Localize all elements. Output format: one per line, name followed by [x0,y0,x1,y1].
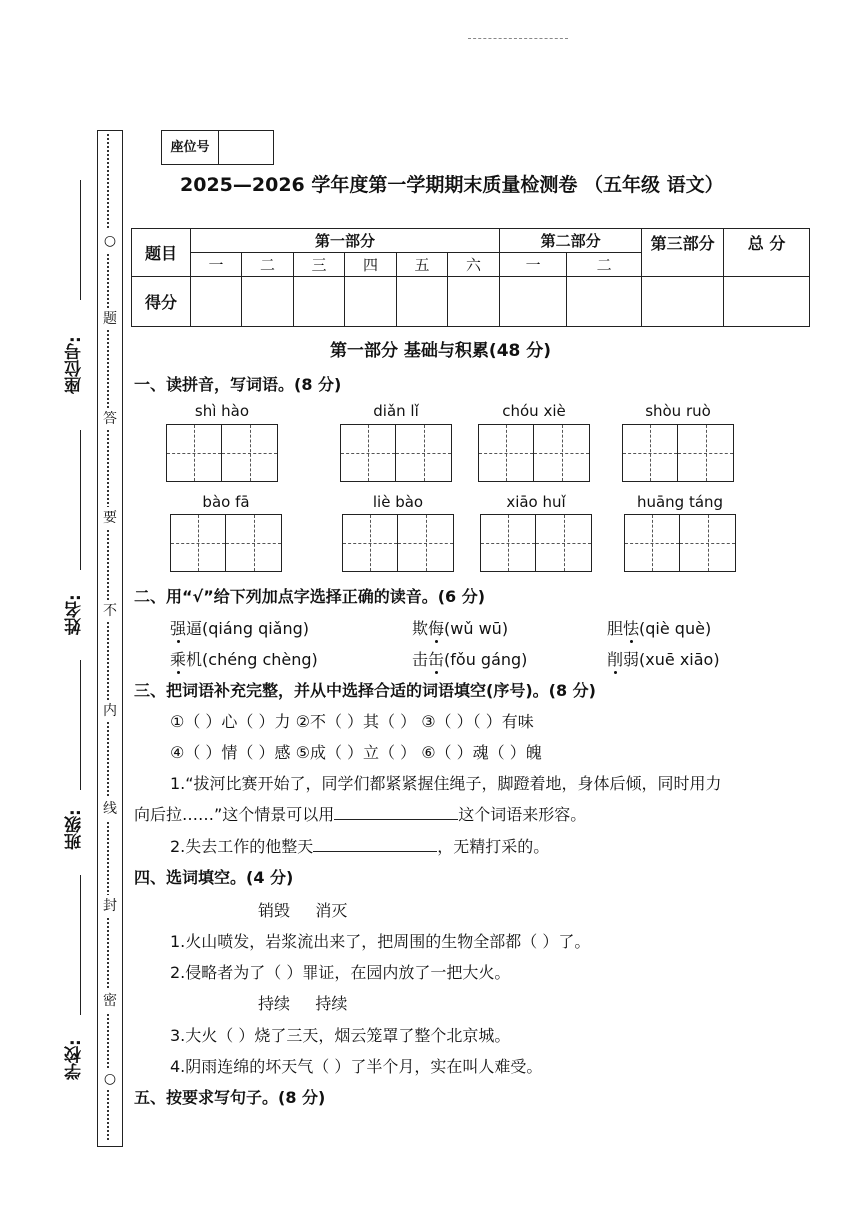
part1-item: 五 [397,252,448,276]
idiom-row[interactable]: ①（ ）心（ ）力 ②不（ ）其（ ） ③（ ）（ ）有味 [170,712,534,731]
word-choices: 销毁 消灭 [258,901,348,920]
part2-item: 一 [500,252,567,276]
q3-sentence-1-cont [134,802,586,825]
subject-row-label: 题目 [132,229,191,277]
char-grid[interactable] [170,514,282,572]
char-grid[interactable] [340,424,452,482]
binding-char: 封 [100,895,120,917]
school-label: 学校: [65,1039,85,1081]
answer-blank[interactable] [313,851,437,852]
part1-item: 一 [191,252,242,276]
pinyin-options: (xuē xiāo) [639,650,720,669]
pinyin-label: shòu ruò [645,402,711,420]
score-cell[interactable] [345,276,397,326]
part2-item: 二 [567,252,642,276]
score-cell[interactable] [191,276,242,326]
total-header: 总 分 [724,229,810,277]
q4-title: 四、选词填空。(4 分) [134,868,294,887]
pinyin-options: (wǔ wū) [444,619,509,638]
pinyin-options: (qiè què) [639,619,712,638]
word-rest: 逼 [186,619,203,638]
word-choices: 持续 持续 [258,994,348,1013]
dotted-char: 乘 [170,647,186,670]
char-grid[interactable] [480,514,592,572]
part1-item: 二 [242,252,294,276]
score-cell[interactable] [242,276,294,326]
seat-label: 座位号: [65,336,85,394]
part3-header: 第三部分 [642,229,724,277]
reading-item[interactable] [607,616,711,639]
char-grid[interactable] [342,514,454,572]
score-table [131,228,810,327]
word-rest: 弱 [623,650,640,669]
binding-char: 线 [100,798,120,820]
pinyin-options: (fǒu gáng) [444,650,528,669]
q4-sentence[interactable]: 1.火山喷发，岩浆流出来了，把周围的生物全部都（ ）了。 [170,932,591,951]
answer-blank[interactable] [334,819,458,820]
char-grid[interactable] [166,424,278,482]
pinyin-label: huāng táng [636,493,724,511]
pinyin-label: bào fā [202,493,250,511]
class-label: 班级: [65,809,85,851]
header-rule [468,38,568,39]
score-cell[interactable] [500,276,567,326]
sentence-text: 这个词语来形容。 [458,805,587,824]
score-cell[interactable] [567,276,642,326]
pinyin-label: shì hào [194,402,250,420]
dotted-char: 强 [170,616,186,639]
binding-char: 密 [100,990,120,1012]
score-row-label: 得分 [132,276,191,326]
q3-sentence-1: 1.“拔河比赛开始了，同学们都紧紧握住绳子，脚蹬着地，身体后倾，同时用力 [170,774,722,793]
score-cell[interactable] [448,276,500,326]
word-pre: 欺 [412,619,429,638]
part1-item: 三 [294,252,345,276]
school-write-line[interactable] [80,875,81,1015]
dotted-char: 怯 [623,616,639,639]
part1-item: 四 [345,252,397,276]
binding-circle: ○ [100,1068,120,1090]
dotted-char: 削 [607,647,623,670]
pinyin-label: xiāo huǐ [506,493,566,511]
q4-sentence[interactable]: 4.阴雨连绵的坏天气（ ）了半个月，实在叫人难受。 [170,1057,543,1076]
sentence-text: 2.失去工作的他整天 [170,837,314,856]
binding-char: 内 [100,700,120,722]
sentence-text: ，无精打采的。 [437,837,550,856]
binding-char: 要 [100,507,120,529]
char-grid[interactable] [622,424,734,482]
q1-title: 一、读拼音，写词语。(8 分) [134,375,342,394]
sentence-text: 向后拉……”这个情景可以用 [134,805,335,824]
pinyin-options: (qiáng qiǎng) [202,619,310,638]
binding-char: 题 [100,308,120,330]
q5-title: 五、按要求写句子。(8 分) [134,1088,326,1107]
part2-header: 第二部分 [500,229,642,253]
score-cell[interactable] [397,276,448,326]
name-write-line[interactable] [80,430,81,570]
word-rest: 机 [186,650,203,669]
word-pre: 击 [412,650,429,669]
word-pre: 胆 [607,619,624,638]
dotted-char: 缶 [428,647,444,670]
char-grid[interactable] [478,424,590,482]
q3-sentence-2 [170,834,549,857]
q4-sentence[interactable]: 2.侵略者为了（ ）罪证，在园内放了一把大火。 [170,963,511,982]
char-grid[interactable] [624,514,736,572]
reading-item[interactable] [412,647,527,670]
seat-number-field[interactable] [219,131,273,164]
reading-item[interactable] [170,647,318,670]
pinyin-options: (chéng chèng) [202,650,318,669]
q3-title: 三、把词语补充完整，并从中选择合适的词语填空(序号)。(8 分) [134,681,596,700]
score-cell[interactable] [294,276,345,326]
reading-item[interactable] [607,647,720,670]
class-write-line[interactable] [80,660,81,790]
seat-write-line[interactable] [80,180,81,300]
reading-item[interactable] [170,616,309,639]
binding-circle: ○ [100,230,120,252]
dotted-char: 侮 [428,616,444,639]
score-cell[interactable] [642,276,724,326]
section1-title: 第一部分 基础与积累(48 分) [330,341,552,361]
q4-sentence[interactable]: 3.大火（ ）烧了三天，烟云笼罩了整个北京城。 [170,1026,511,1045]
binding-char: 答 [100,408,120,430]
q2-title: 二、用“√”给下列加点字选择正确的读音。(6 分) [134,587,486,606]
reading-item[interactable] [412,616,508,639]
binding-char: 不 [100,600,120,622]
pinyin-label: chóu xiè [502,402,566,420]
seat-number-box [161,130,274,165]
seat-number-label: 座位号 [162,131,219,164]
part1-item: 六 [448,252,500,276]
part1-header: 第一部分 [191,229,500,253]
pinyin-label: liè bào [372,493,424,511]
pinyin-label: diǎn lǐ [373,402,419,420]
page-title: 2025—2026 学年度第一学期期末质量检测卷 （五年级 语文） [180,174,724,196]
idiom-row[interactable]: ④（ ）情（ ）感 ⑤成（ ）立（ ） ⑥（ ）魂（ ）魄 [170,743,542,762]
name-label: 姓名: [65,594,85,636]
score-cell[interactable] [724,276,810,326]
